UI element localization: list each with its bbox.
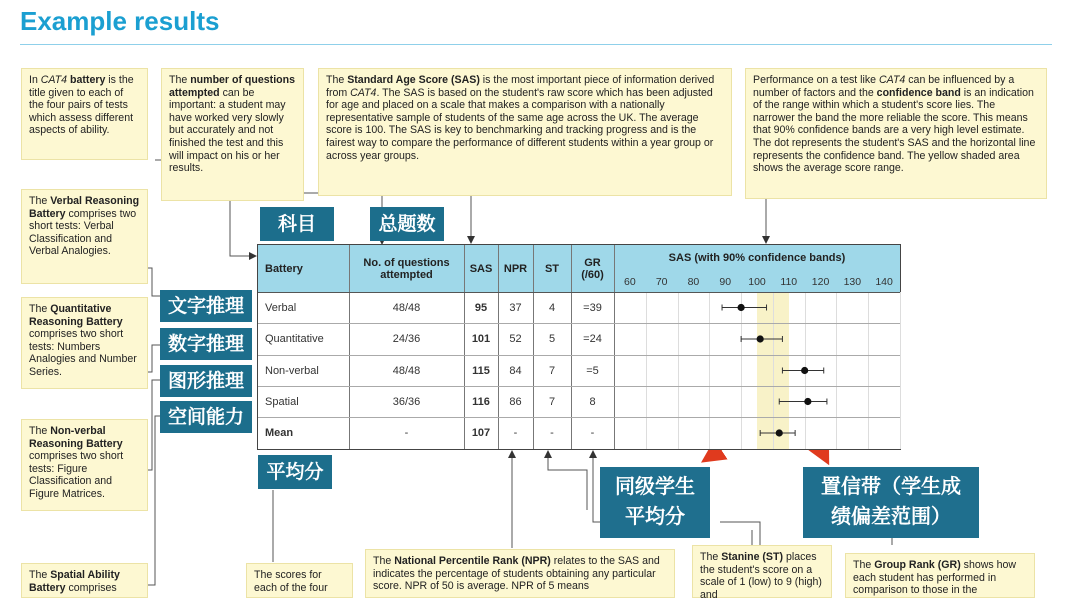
note-scores: The scores for each of the four: [246, 563, 353, 598]
header-npr: NPR: [503, 262, 528, 275]
note-stanine: The Stanine (ST) places the student's score on a scale of 1 (low) to 9 (high) and: [692, 545, 832, 598]
cell-sas: 107: [471, 426, 491, 439]
cell-npr: 37: [509, 301, 522, 314]
header-sas: SAS: [469, 262, 493, 275]
cell-npr: 86: [509, 395, 522, 408]
sas-point: [738, 304, 745, 311]
note-questions: The number of questions attempted can be important: a student may have worked very slowly but accurately and not finished the test and this will impact on his or her results.: [161, 68, 304, 201]
sas-point: [757, 335, 764, 342]
tick-label: 80: [687, 276, 700, 288]
tick-label: 140: [875, 276, 893, 288]
note-nonverbal: The Non-verbal Reasoning Battery comprises two short tests: Figure Classification and Figure Matrices.: [21, 419, 148, 511]
cell-battery: Non-verbal: [265, 364, 319, 377]
header-battery: Battery: [265, 262, 303, 275]
cell-gr: =24: [583, 332, 602, 345]
cell-gr: 8: [589, 395, 596, 408]
note-npr: The National Percentile Rank (NPR) relates to the SAS and indicates the percentage of students obtaining any particular score. NPR of 50 is average. NPR of 5 means: [365, 549, 675, 598]
results-table: [257, 244, 901, 450]
note-confidence-band: Performance on a test like CAT4 can be influenced by a number of factors and the confidence band is an indication of the range within which a student's score lies. The narrower the band the more reliable the score. This means that 90% confidence bands are a very high level estimate. The dot represents the student's SAS and the horizontal line represents the confidence band. The yellow shaded area shows the average score range.: [745, 68, 1047, 199]
chart-title: SAS (with 90% confidence bands): [668, 252, 846, 264]
cell-sas: 101: [471, 332, 491, 345]
cell-questions: 24/36: [392, 332, 421, 345]
cell-battery: Verbal: [265, 301, 297, 314]
sas-point: [776, 429, 783, 436]
tag-subject: 科目: [260, 207, 334, 241]
tag-spatial: 空间能力: [160, 401, 252, 433]
cell-gr: =5: [586, 364, 599, 377]
tick-label: 100: [748, 276, 766, 288]
cell-battery: Quantitative: [265, 332, 324, 345]
tick-label: 60: [624, 276, 636, 288]
tag-peer-line1: 同级学生: [615, 474, 695, 498]
tag-quantitative: 数字推理: [160, 328, 252, 360]
tag-verbal: 文字推理: [160, 290, 252, 322]
cell-npr: 84: [509, 364, 522, 377]
cell-sas: 116: [472, 395, 490, 408]
cell-st: 5: [548, 332, 556, 345]
note-quantitative: The Quantitative Reasoning Battery comprises two short tests: Numbers Analogies and Number Series.: [21, 297, 148, 389]
tag-peer-line2: 平均分: [625, 504, 685, 528]
cell-st: 7: [548, 364, 556, 377]
page-title: Example results: [20, 6, 220, 36]
header-questions: No. of questions attempted: [363, 256, 450, 281]
cell-st: 7: [548, 395, 556, 408]
cell-sas: 95: [474, 301, 488, 314]
cell-questions: 36/36: [392, 395, 421, 408]
cell-gr: =39: [583, 301, 602, 314]
tick-label: 110: [780, 276, 798, 288]
tag-total-questions: 总题数: [370, 207, 444, 241]
cell-sas: 115: [472, 364, 490, 377]
tick-label: 120: [811, 276, 830, 288]
cell-battery: Spatial: [265, 395, 299, 408]
tag-mean: 平均分: [258, 455, 332, 489]
tick-label: 130: [843, 276, 862, 288]
tag-conf-line2: 绩偏差范围）: [831, 504, 951, 528]
tag-nonverbal: 图形推理: [160, 365, 252, 397]
confidence-band-marks: [258, 245, 900, 449]
cell-questions: -: [404, 426, 409, 439]
cell-npr: -: [513, 426, 518, 439]
cell-st: 4: [548, 301, 556, 314]
cell-st: -: [550, 426, 554, 439]
sas-point: [801, 367, 808, 374]
cell-gr: -: [590, 426, 595, 439]
tag-confidence-band: [803, 467, 979, 538]
note-group-rank: The Group Rank (GR) shows how each student has performed in comparison to those in the: [845, 553, 1035, 598]
header-st: ST: [544, 262, 560, 275]
cell-battery: Mean: [265, 426, 294, 439]
sas-point: [804, 398, 811, 405]
tag-conf-line1: 置信带（学生成: [821, 474, 961, 498]
grid-line: [900, 292, 901, 449]
cell-questions: 48/48: [392, 364, 421, 377]
tick-label: 90: [719, 276, 732, 288]
note-battery: In CAT4 battery is the title given to each of the four pairs of tests which assess different aspects of ability.: [21, 68, 148, 160]
tick-label: 70: [655, 276, 668, 288]
note-sas: The Standard Age Score (SAS) is the most important piece of information derived from CAT4. The SAS is based on the student's raw score which has been adjusted for age and placed on a scale that makes a comparison with a nationally representative sample of students of the same age across the UK. The average score is 100. The SAS is key to benchmarking and tracking progress and is the fairest way to compare the performance of different students within a year group or across year groups.: [318, 68, 732, 196]
note-verbal: The Verbal Reasoning Battery comprises two short tests: Verbal Classification and Verbal Analogies.: [21, 189, 148, 284]
tag-peer-average: [600, 467, 710, 538]
cell-npr: 52: [509, 332, 522, 345]
header-gr: GR (/60): [581, 256, 604, 281]
note-spatial: The Spatial Ability Battery comprises: [21, 563, 148, 598]
cell-questions: 48/48: [392, 301, 421, 314]
